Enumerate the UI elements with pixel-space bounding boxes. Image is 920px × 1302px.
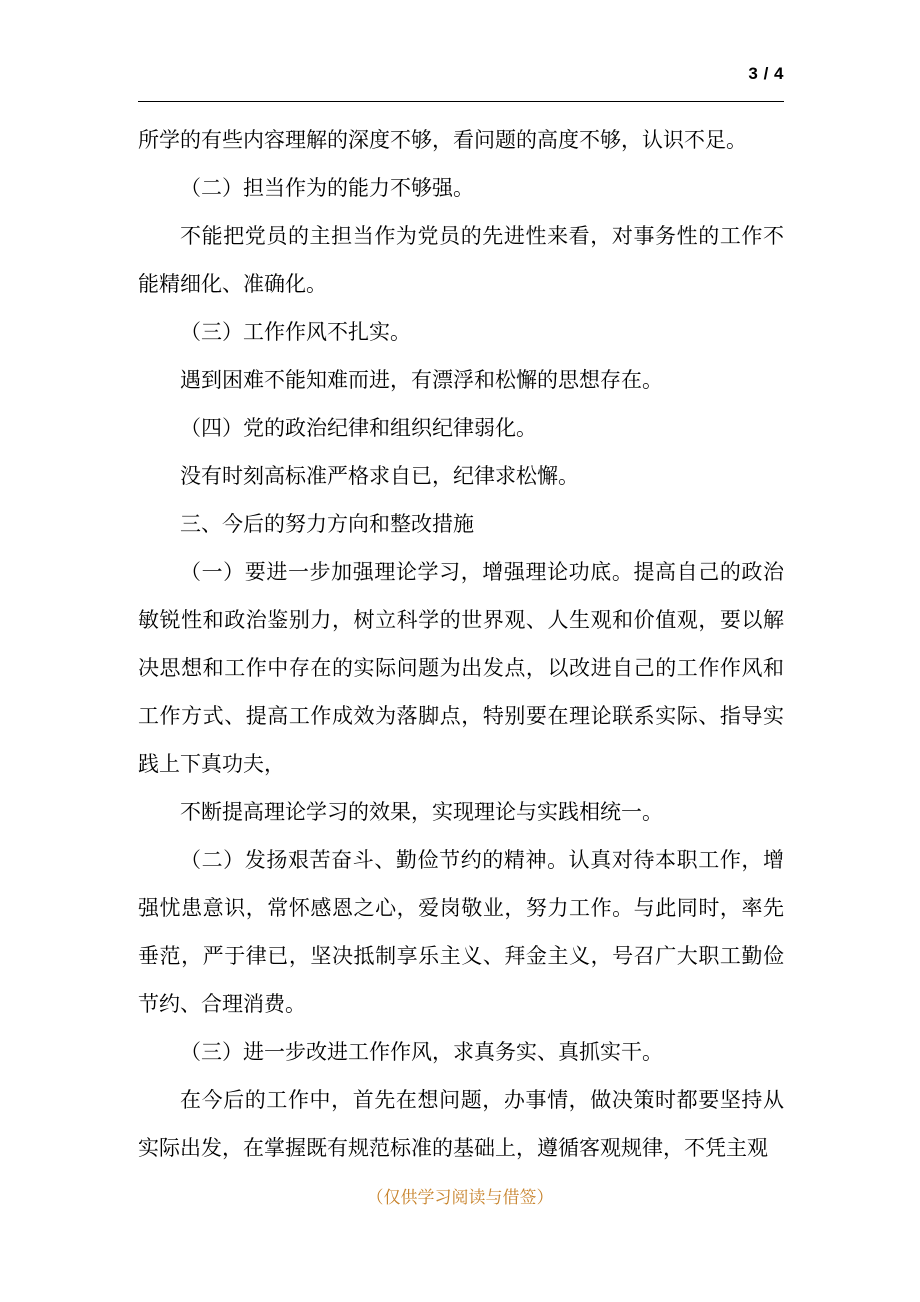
chapter-heading: 三、今后的努力方向和整改措施 [180,512,474,536]
paragraph: 没有时刻高标准严格求自已，纪律求松懈。 [180,464,579,488]
footer-note: （仅供学习阅读与借签） [366,1188,554,1208]
header-divider [138,101,784,102]
paragraph: 不断提高理论学习的效果，实现理论与实践相统一。 [180,800,663,824]
paragraph: 不能把党员的主担当作为党员的先进性来看，对事务性的工作不能精细化、准确化。 [138,224,784,296]
paragraph: 在今后的工作中，首先在想问题，办事情，做决策时都要坚持从实际出发，在掌握既有规范标准的基础上，遵循客观规律，不凭主观 [138,1088,784,1160]
paragraph: （一）要进一步加强理论学习，增强理论功底。提高自己的政治敏锐性和政治鉴别力，树立科学的世界观、人生观和价值观，要以解决思想和工作中存在的实际问题为出发点，以改进自己的工作作风和工作方式、提高工作成效为落脚点，特别要在理论联系实际、指导实践上下真功夫， [138,560,784,776]
paragraph: 遇到困难不能知难而进，有漂浮和松懈的思想存在。 [180,368,663,392]
section-heading: （三）进一步改进工作作风，求真务实、真抓实干。 [180,1040,663,1064]
paragraph: （二）发扬艰苦奋斗、勤俭节约的精神。认真对待本职工作，增强忧患意识，常怀感恩之心，爱岗敬业，努力工作。与此同时，率先垂范，严于律已，坚决抵制享乐主义、拜金主义，号召广大职工勤俭节约、合理消费。 [138,848,784,1016]
page-number: 3 / 4 [748,64,784,83]
section-heading: （三）工作作风不扎实。 [180,320,411,344]
section-heading: （二）担当作为的能力不够强。 [180,176,474,200]
section-heading: （四）党的政治纪律和组织纪律弱化。 [180,416,537,440]
paragraph: 所学的有些内容理解的深度不够，看问题的高度不够，认识不足。 [138,128,747,152]
document-body [138,116,784,1172]
